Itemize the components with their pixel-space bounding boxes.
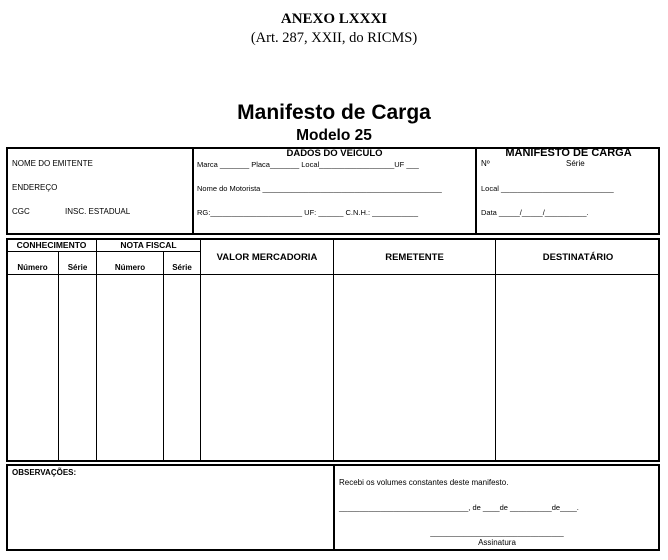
- place-date-line: _______________________________, de ____de __________de____.: [339, 503, 579, 512]
- receipt-statement: Recebi os volumes constantes deste manifesto.: [339, 478, 509, 487]
- column-divider: [200, 239, 201, 461]
- conhecimento-serie-header: Série: [67, 263, 88, 272]
- driver-id-line: RG:______________________ UF: ______ C.N.H.: ___________: [197, 208, 419, 217]
- observations-label: OBSERVAÇÕES:: [12, 468, 77, 477]
- emitter-name-label: NOME DO EMITENTE: [12, 159, 93, 168]
- vehicle-brand-plate-line: Marca _______ Placa_______ Local__________________UF ___: [197, 160, 419, 169]
- manifest-local-line: Local ___________________________: [481, 184, 614, 193]
- vehicle-data-heading: DADOS DO VEÍCULO: [286, 148, 383, 159]
- document-title: Manifesto de Carga: [237, 101, 431, 124]
- anexo-title: ANEXO LXXXI: [280, 11, 388, 27]
- divider: [475, 147, 477, 235]
- nota-fiscal-serie-header: Série: [172, 263, 192, 272]
- emitter-address-label: ENDEREÇO: [12, 183, 58, 192]
- signature-line: ________________________________: [430, 528, 564, 537]
- column-divider: [163, 251, 164, 461]
- valor-mercadoria-header: VALOR MERCADORIA: [216, 252, 318, 263]
- conhecimento-header: CONHECIMENTO: [16, 240, 87, 250]
- signature-label: Assinatura: [478, 538, 516, 547]
- nota-fiscal-header: NOTA FISCAL: [120, 240, 177, 250]
- column-divider: [58, 251, 59, 461]
- nota-fiscal-numero-header: Número: [114, 263, 146, 272]
- state-registration-label: INSC. ESTADUAL: [65, 207, 131, 216]
- column-divider: [333, 239, 334, 461]
- driver-name-line: Nome do Motorista ___________________________________________: [197, 184, 442, 193]
- manifest-number-label: Nº: [481, 159, 490, 168]
- cgc-label: CGC: [12, 207, 30, 216]
- document-subtitle: Modelo 25: [296, 127, 372, 144]
- anexo-reference: (Art. 287, XXII, do RICMS): [250, 30, 418, 46]
- divider: [192, 147, 194, 235]
- manifest-heading: MANIFESTO DE CARGA: [505, 147, 632, 159]
- table-header-divider: [7, 251, 200, 252]
- destinatario-header: DESTINATÁRIO: [542, 252, 614, 263]
- manifest-date-line: Data _____/_____/__________.: [481, 208, 589, 217]
- column-divider: [495, 239, 496, 461]
- manifest-serie-label: Série: [566, 159, 585, 168]
- conhecimento-numero-header: Número: [17, 263, 48, 272]
- remetente-header: REMETENTE: [385, 252, 444, 263]
